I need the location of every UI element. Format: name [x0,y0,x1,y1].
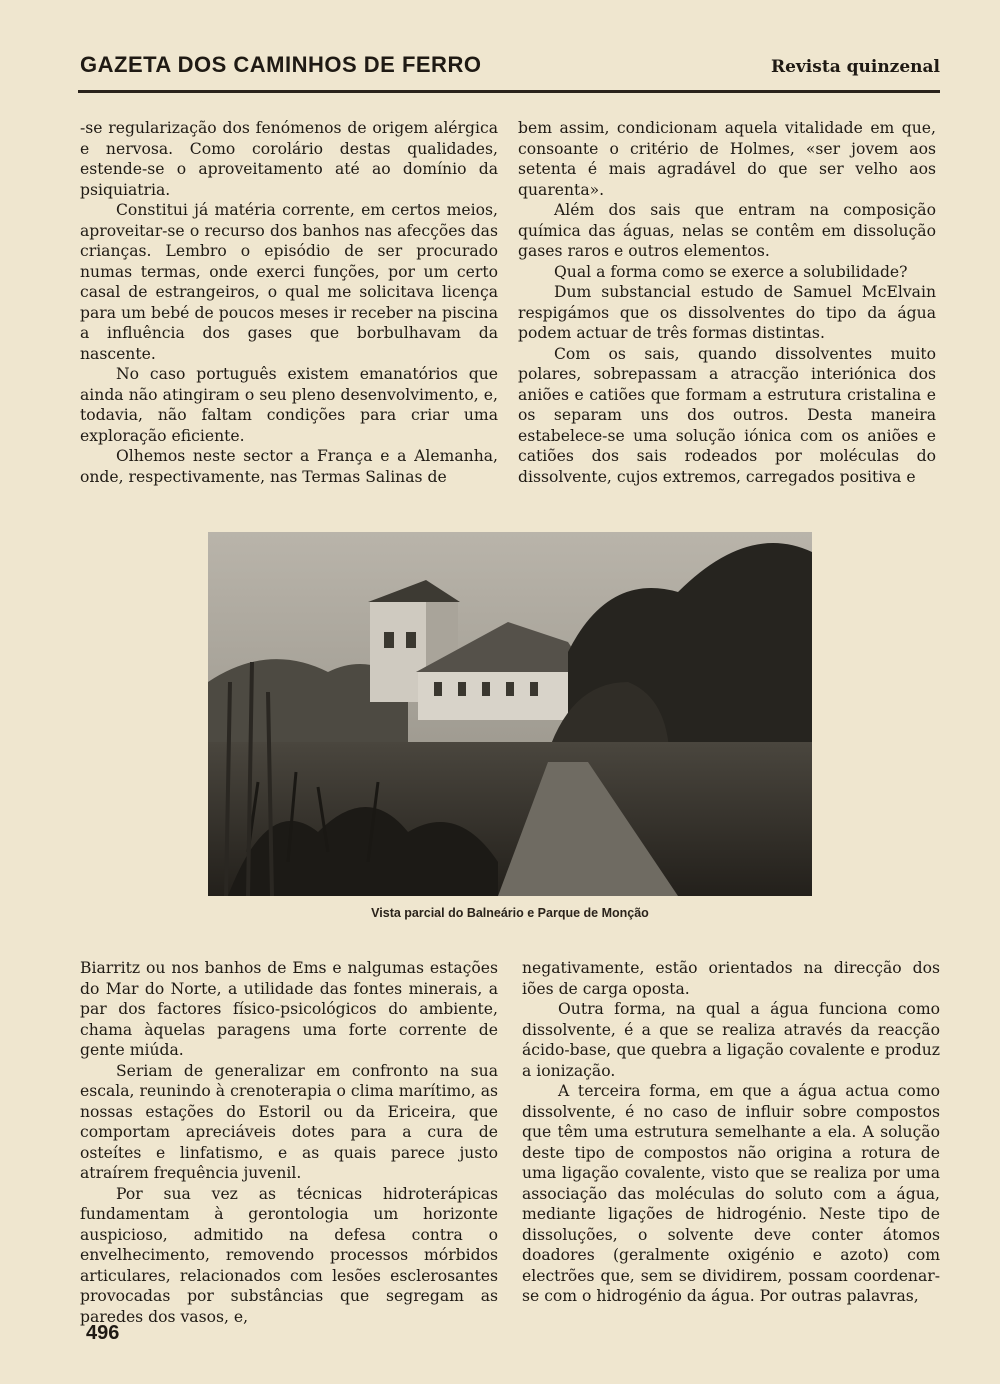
paragraph: Olhemos neste sector a França e a Alemanha, onde, respectivamente, nas Termas Salinas de [80,447,498,486]
paragraph: Seriam de generalizar em confronto na sua escala, reunindo à crenoterapia o clima marítimo, as nossas estações do Estoril ou da Ericeira, que comportam apreciáveis dotes para a cura de osteítes e linfatismo, e as quais parece justo atraírem frequência juvenil. [80,1061,498,1182]
paragraph: Qual a forma como se exerce a solubilidade? [554,262,908,281]
column-top-right [518,118,936,487]
page-number: 496 [86,1322,120,1344]
paragraph: A terceira forma, em que a água actua como dissolvente, é no caso de influir sobre compostos que têm uma estrutura semelhante a ela. A solução deste tipo de compostos não origina a rotura de uma ligação covalente, visto que se realiza por uma associação das moléculas do soluto com a água, mediante ligações de hidrogénio. Neste tipo de dissoluções, o solvente deve conter átomos doadores (geralmente oxigénio e azoto) com electrões que, sem se dividirem, possam coordenar-se com o hidrogénio da água. Por outras palavras, [522,1082,940,1305]
paragraph: bem assim, condicionam aquela vitalidade em que, consoante o critério de Holmes, «ser jovem aos setenta é mais agradável do que ser velho aos quarenta». [518,119,936,199]
column-top-left [80,118,498,487]
paragraph: Constitui já matéria corrente, em certos meios, aproveitar-se o recurso dos banhos nas afecções das crianças. Lembro o episódio de ser procurado numas termas, onde exerci funções, por um certo casal de estrangeiros, o qual me solicitava licença para um bebé de poucos meses ir receber na piscina a influência dos gases que borbulhavam da nascente. [80,201,498,363]
header-rule [78,90,940,93]
paragraph: Dum substancial estudo de Samuel McElvain respigámos que os dissolventes do tipo da água podem actuar de três formas distintas. [518,283,936,342]
paragraph: Com os sais, quando dissolventes muito polares, sobrepassam a atracção interiónica dos aniões e catiões que formam a estrutura cristalina e os separam uns dos outros. Desta maneira estabelece-se uma solução iónica com os aniões e catiões dos sais rodeados por moléculas do dissolvente, cujos extremos, carregados positiva e [518,344,936,486]
paragraph: -se regularização dos fenómenos de origem alérgica e nervosa. Como corolário destas qualidades, estende-se o aproveitamento até ao domínio da psiquiatria. [80,119,498,199]
journal-title: GAZETA DOS CAMINHOS DE FERRO [80,52,482,77]
photo-illustration [208,532,812,896]
paragraph: No caso português existem emanatórios que ainda não atingiram o seu pleno desenvolvimento, e, todavia, não faltam condições para criar uma exploração eficiente. [80,365,498,445]
paragraph: Biarritz ou nos banhos de Ems e nalgumas estações do Mar do Norte, a utilidade das fontes minerais, a par dos factores físico-psicológicos do ambiente, chama àquelas paragens uma forte corrente de gente miúda. [80,959,498,1059]
journal-subtitle: Revista quinzenal [770,57,940,77]
paragraph: Por sua vez as técnicas hidroterápicas fundamentam à gerontologia um horizonte auspicioso, admitido na defesa contra o envelhecimento, removendo processos mórbidos articulares, relacionados com lesões esclerosantes provocadas por substâncias que segregam as paredes dos vasos, e, [80,1184,498,1326]
photo-caption: Vista parcial do Balneário e Parque de Monção [371,906,649,920]
paragraph: negativamente, estão orientados na direcção dos iões de carga oposta. [522,959,940,998]
page-header [80,52,940,84]
paragraph: Outra forma, na qual a água funciona como dissolvente, é a que se realiza através da reacção ácido-base, que quebra a ligação covalente e produz a ionização. [522,1000,940,1080]
column-bottom-right [522,958,940,1307]
column-bottom-left [80,958,498,1327]
photo-balneario-moncao [208,532,812,896]
paragraph: Além dos sais que entram na composição química das águas, nelas se contêm em dissolução gases raros e outros elementos. [518,201,936,260]
